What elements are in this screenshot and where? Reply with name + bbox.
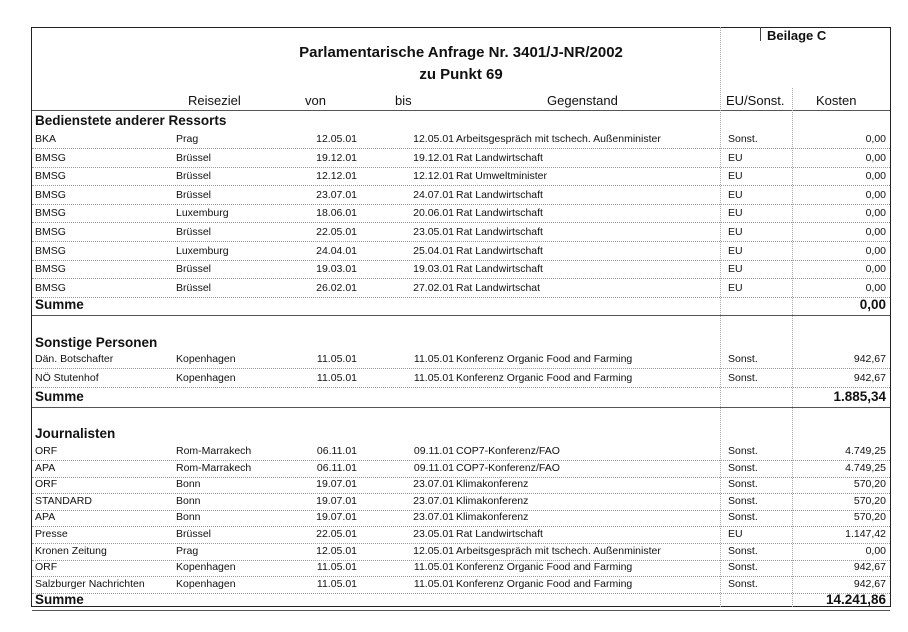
row-von: 19.07.01: [316, 494, 357, 507]
row-kosten: 0,00: [865, 281, 886, 294]
row-org: BMSG: [35, 244, 66, 257]
table-row: [32, 150, 890, 168]
row-reiseziel: Kopenhagen: [176, 561, 236, 574]
row-kosten: 4.749,25: [845, 461, 886, 474]
row-reiseziel: Luxemburg: [176, 244, 229, 257]
row-eu: Sonst.: [728, 353, 758, 365]
row-org: BMSG: [35, 170, 66, 183]
row-eu: EU: [728, 207, 743, 220]
row-eu: Sonst.: [728, 445, 758, 457]
sum-rule: [32, 407, 890, 408]
row-von: 11.05.01: [316, 353, 357, 365]
sum-label: Summe: [35, 297, 84, 312]
row-reiseziel: Brüssel: [176, 188, 212, 201]
row-kosten: 570,20: [853, 511, 886, 524]
row-gegenstand: Rat Landwirtschaft: [456, 207, 543, 220]
row-org: BMSG: [35, 207, 66, 220]
row-gegenstand: Rat Landwirtschaft: [456, 528, 543, 540]
row-von: 06.11.01: [316, 445, 357, 457]
row-org: Dän. Botschafter: [35, 353, 114, 365]
row-reiseziel: Brüssel: [176, 226, 212, 238]
row-eu: Sonst.: [728, 511, 758, 524]
row-bis: 11.05.01: [413, 372, 454, 384]
row-org: Kronen Zeitung: [35, 544, 107, 557]
row-von: 11.05.01: [316, 372, 357, 384]
row-bis: 09.11.01: [413, 445, 454, 457]
row-eu: Sonst.: [728, 133, 758, 145]
row-eu: Sonst.: [728, 494, 758, 507]
row-bis: 23.07.01: [413, 511, 454, 524]
row-bis: 12.05.01: [413, 133, 454, 145]
row-reiseziel: Rom-Marrakech: [176, 445, 252, 457]
row-divider: [32, 297, 890, 298]
row-reiseziel: Bonn: [176, 511, 201, 524]
beilage-label: Beilage C: [767, 28, 827, 43]
row-org: BMSG: [35, 281, 66, 294]
row-org: ORF: [35, 478, 58, 491]
row-reiseziel: Brüssel: [176, 263, 212, 276]
row-reiseziel: Bonn: [176, 478, 201, 491]
row-kosten: 0,00: [865, 207, 886, 220]
row-kosten: 1.147,42: [845, 528, 886, 540]
row-org: ORF: [35, 445, 58, 457]
row-kosten: 0,00: [865, 188, 886, 201]
row-bis: 23.05.01: [413, 528, 454, 540]
row-kosten: 570,20: [853, 478, 886, 491]
row-von: 11.05.01: [316, 577, 357, 590]
row-bis: 24.07.01: [413, 188, 454, 201]
row-kosten: 0,00: [865, 226, 886, 238]
row-bis: 20.06.01: [413, 207, 454, 220]
table-row: [32, 243, 890, 261]
row-gegenstand: COP7-Konferenz/FAO: [456, 445, 560, 457]
row-divider: [32, 387, 890, 388]
row-gegenstand: Rat Landwirtschaft: [456, 188, 543, 201]
row-org: Presse: [35, 528, 68, 540]
row-bis: 12.12.01: [413, 170, 454, 183]
row-org: BKA: [35, 133, 57, 145]
row-von: 06.11.01: [316, 461, 357, 474]
row-gegenstand: Konferenz Organic Food and Farming: [456, 577, 633, 590]
row-kosten: 0,00: [865, 170, 886, 183]
row-von: 19.07.01: [316, 511, 357, 524]
row-von: 11.05.01: [316, 561, 357, 574]
row-bis: 11.05.01: [413, 577, 454, 590]
row-org: ORF: [35, 561, 58, 574]
row-gegenstand: Rat Landwirtschaft: [456, 226, 543, 238]
row-eu: Sonst.: [728, 478, 758, 491]
row-von: 19.03.01: [316, 263, 357, 276]
row-kosten: 942,67: [853, 577, 886, 590]
row-gegenstand: Rat Landwirtschaft: [456, 151, 543, 164]
row-gegenstand: Arbeitsgespräch mit tschech. Außenminister: [456, 133, 661, 145]
row-gegenstand: Rat Umweltminister: [456, 170, 548, 183]
row-reiseziel: Kopenhagen: [176, 577, 236, 590]
table-row: [32, 224, 890, 242]
row-bis: 27.02.01: [413, 281, 454, 294]
col-header-bis: bis: [395, 93, 412, 108]
document-subtitle: zu Punkt 69: [419, 66, 503, 83]
row-eu: EU: [728, 151, 743, 164]
table-row: [32, 443, 890, 461]
row-kosten: 942,67: [853, 372, 886, 384]
row-reiseziel: Kopenhagen: [176, 372, 236, 384]
row-org: BMSG: [35, 188, 66, 201]
row-bis: 09.11.01: [413, 461, 454, 474]
row-von: 22.05.01: [316, 226, 357, 238]
row-divider: [32, 593, 890, 594]
table-row: [32, 509, 890, 527]
row-divider: [32, 368, 890, 369]
section-heading: Bedienstete anderer Ressorts: [35, 113, 227, 128]
row-gegenstand: Rat Landwirtschat: [456, 281, 541, 294]
row-kosten: 0,00: [865, 151, 886, 164]
row-von: 19.12.01: [316, 151, 357, 164]
row-gegenstand: Rat Landwirtschaft: [456, 244, 543, 257]
row-bis: 19.03.01: [413, 263, 454, 276]
col-header-von: von: [305, 93, 326, 108]
row-bis: 12.05.01: [413, 544, 454, 557]
row-org: Salzburger Nachrichten: [35, 577, 145, 590]
row-gegenstand: Klimakonferenz: [456, 511, 529, 524]
row-eu: EU: [728, 281, 743, 294]
sum-value: 0,00: [859, 297, 886, 312]
table-row: [32, 261, 890, 279]
row-org: NÖ Stutenhof: [35, 372, 99, 384]
row-kosten: 0,00: [865, 133, 886, 145]
row-org: STANDARD: [35, 494, 92, 507]
row-reiseziel: Prag: [176, 133, 199, 145]
row-bis: 11.05.01: [413, 561, 454, 574]
sum-rule: [32, 610, 890, 611]
row-von: 19.07.01: [316, 478, 357, 491]
row-eu: Sonst.: [728, 461, 758, 474]
table-row: [32, 187, 890, 205]
sum-value: 14.241,86: [825, 592, 886, 607]
row-reiseziel: Brüssel: [176, 151, 212, 164]
row-reiseziel: Kopenhagen: [176, 353, 236, 365]
row-eu: EU: [728, 170, 743, 183]
row-reiseziel: Bonn: [176, 494, 201, 507]
row-von: 12.05.01: [316, 544, 357, 557]
row-eu: EU: [728, 263, 743, 276]
header-rule: [32, 110, 890, 111]
table-row: [32, 526, 890, 544]
section-heading: Sonstige Personen: [35, 335, 158, 350]
row-bis: 25.04.01: [413, 244, 454, 257]
col-header-eu: EU/Sonst.: [726, 93, 785, 108]
row-gegenstand: Konferenz Organic Food and Farming: [456, 561, 633, 574]
row-eu: Sonst.: [728, 561, 758, 574]
row-org: BMSG: [35, 226, 66, 238]
row-reiseziel: Brüssel: [176, 281, 212, 294]
table-row: [32, 168, 890, 186]
row-bis: 23.05.01: [413, 226, 454, 238]
row-reiseziel: Brüssel: [176, 170, 212, 183]
row-von: 22.05.01: [316, 528, 357, 540]
row-eu: EU: [728, 244, 743, 257]
table-row: [32, 543, 890, 561]
row-von: 23.07.01: [316, 188, 357, 201]
row-eu: Sonst.: [728, 372, 758, 384]
row-gegenstand: Rat Landwirtschaft: [456, 263, 543, 276]
row-kosten: 0,00: [865, 263, 886, 276]
row-kosten: 0,00: [865, 244, 886, 257]
row-kosten: 942,67: [853, 353, 886, 365]
table-row: [32, 559, 890, 577]
col-header-reiseziel: Reiseziel: [188, 93, 241, 108]
sum-label: Summe: [35, 592, 84, 607]
row-reiseziel: Brüssel: [176, 528, 212, 540]
col-header-kosten: Kosten: [816, 93, 857, 108]
row-gegenstand: Klimakonferenz: [456, 494, 529, 507]
row-eu: EU: [728, 188, 743, 201]
table-row: [32, 205, 890, 223]
row-kosten: 4.749,25: [845, 445, 886, 457]
document-title: Parlamentarische Anfrage Nr. 3401/J-NR/2002: [299, 44, 623, 61]
row-von: 12.12.01: [316, 170, 357, 183]
row-eu: EU: [728, 226, 743, 238]
row-eu: Sonst.: [728, 577, 758, 590]
row-gegenstand: Arbeitsgespräch mit tschech. Außenminister: [456, 544, 661, 557]
sum-label: Summe: [35, 389, 84, 404]
row-reiseziel: Rom-Marrakech: [176, 461, 252, 474]
row-gegenstand: Klimakonferenz: [456, 478, 529, 491]
row-kosten: 0,00: [865, 544, 886, 557]
table-row: [32, 476, 890, 494]
row-org: BMSG: [35, 263, 66, 276]
row-gegenstand: Konferenz Organic Food and Farming: [456, 372, 633, 384]
row-bis: 23.07.01: [413, 478, 454, 491]
row-org: BMSG: [35, 151, 66, 164]
table-row: [32, 370, 890, 388]
table-row: [32, 131, 890, 149]
table-row: [32, 280, 890, 298]
row-von: 26.02.01: [316, 281, 357, 294]
row-bis: 19.12.01: [413, 151, 454, 164]
row-eu: EU: [728, 528, 743, 540]
table-row: [32, 576, 890, 594]
section-heading: Journalisten: [35, 426, 116, 441]
sum-rule: [32, 315, 890, 316]
row-bis: 11.05.01: [413, 353, 454, 365]
row-gegenstand: COP7-Konferenz/FAO: [456, 461, 560, 474]
row-kosten: 942,67: [853, 561, 886, 574]
table-row: [32, 460, 890, 478]
row-org: APA: [35, 511, 56, 524]
table-row: [32, 351, 890, 369]
row-eu: Sonst.: [728, 544, 758, 557]
row-von: 12.05.01: [316, 133, 357, 145]
row-org: APA: [35, 461, 56, 474]
row-kosten: 570,20: [853, 494, 886, 507]
row-von: 24.04.01: [316, 244, 357, 257]
row-reiseziel: Prag: [176, 544, 199, 557]
sum-value: 1.885,34: [833, 389, 886, 404]
table-row: [32, 493, 890, 511]
row-bis: 23.07.01: [413, 494, 454, 507]
col-header-gegenstand: Gegenstand: [547, 93, 618, 108]
row-von: 18.06.01: [316, 207, 357, 220]
row-reiseziel: Luxemburg: [176, 207, 229, 220]
row-gegenstand: Konferenz Organic Food and Farming: [456, 353, 633, 365]
